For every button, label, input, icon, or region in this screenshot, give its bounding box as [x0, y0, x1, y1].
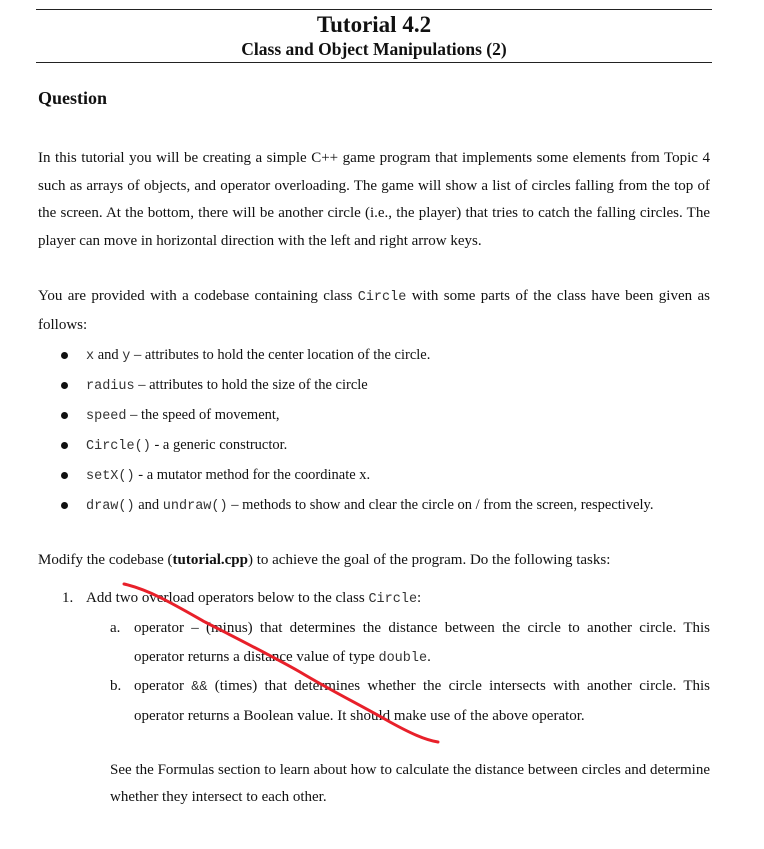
member-description: – attributes to hold the size of the circle	[134, 377, 368, 393]
page-title: Tutorial 4.2	[316, 12, 432, 37]
member-list	[0, 340, 653, 520]
member-joiner: and	[134, 497, 163, 513]
bullet-icon	[61, 412, 68, 419]
list-item	[0, 370, 653, 400]
member-description: – methods to show and clear the circle on / from the screen, respectively.	[227, 497, 654, 513]
subtask-a	[110, 614, 710, 673]
list-item	[0, 400, 653, 430]
list-item	[0, 460, 653, 490]
bullet-icon	[61, 382, 68, 389]
bullet-icon	[61, 502, 68, 509]
member-description: - a mutator method for the coordinate x.	[134, 467, 371, 483]
task-1	[62, 585, 421, 613]
task-class-code: Circle	[368, 592, 418, 607]
provided-text-after: with some parts of the class have been given as follows:	[38, 288, 711, 333]
operator-code: &&	[191, 680, 208, 695]
class-name-code: Circle	[357, 290, 407, 305]
subtask-b	[110, 672, 710, 731]
member-code-2: undraw()	[162, 499, 228, 514]
member-code: x	[86, 349, 95, 364]
task-text-after: :	[417, 590, 422, 606]
list-item	[0, 340, 653, 370]
bullet-icon	[61, 352, 68, 359]
member-code: speed	[86, 409, 127, 424]
header-top-rule	[36, 9, 712, 10]
task-number: 1.	[62, 590, 74, 606]
modify-text-before: Modify the codebase (	[38, 552, 173, 568]
type-code: double	[378, 651, 428, 666]
member-code-2: y	[122, 349, 131, 364]
member-code: draw()	[86, 499, 135, 514]
subtask-text: operator – (minus) that determines the distance between the circle to another circle. This operator returns a distance value of type	[134, 620, 710, 665]
member-code: Circle()	[86, 439, 151, 454]
list-item	[0, 490, 653, 520]
member-joiner: and	[94, 347, 123, 363]
subtask-letter: a.	[110, 620, 121, 636]
member-code: radius	[86, 379, 135, 394]
file-name: tutorial.cpp	[172, 552, 248, 568]
member-description: – attributes to hold the center location of the circle.	[130, 347, 431, 363]
subtask-text: operator	[134, 678, 192, 694]
subtask-body	[134, 614, 710, 673]
subtask-body	[134, 672, 710, 731]
task-text-before: Add two overload operators below to the class	[86, 590, 369, 606]
provided-paragraph	[38, 283, 710, 339]
list-item	[0, 430, 653, 460]
modify-text-after: ) to achieve the goal of the program. Do the following tasks:	[247, 552, 611, 568]
bullet-icon	[61, 472, 68, 479]
member-description: – the speed of movement,	[126, 407, 280, 423]
header-bottom-rule	[36, 62, 712, 63]
member-code: setX()	[86, 469, 135, 484]
page-subtitle: Class and Object Manipulations (2)	[241, 39, 507, 59]
member-description: - a generic constructor.	[150, 437, 288, 453]
provided-text-before: You are provided with a codebase containing class	[38, 288, 358, 304]
bullet-icon	[61, 442, 68, 449]
subtask-text-end: (times) that determines whether the circle intersects with another circle. This operator returns a Boolean value. It should make use of the above operator.	[134, 678, 711, 724]
formulas-note: See the Formulas section to learn about how to calculate the distance between circles and determine whether they intersect to each other.	[110, 762, 710, 805]
intro-paragraph: In this tutorial you will be creating a simple C++ game program that implements some elements from Topic 4 such as arrays of objects, and operator overloading. The game will show a list of circles falling from the top of the screen. At the bottom, there will be another circle (i.e., the player) that tries to catch the falling circles. The player can move in horizontal direction with the left and right arrow keys.	[38, 150, 710, 249]
subtask-letter: b.	[110, 678, 122, 694]
question-heading: Question	[38, 88, 108, 108]
modify-instruction	[38, 547, 610, 574]
subtask-text-end: .	[427, 649, 431, 665]
